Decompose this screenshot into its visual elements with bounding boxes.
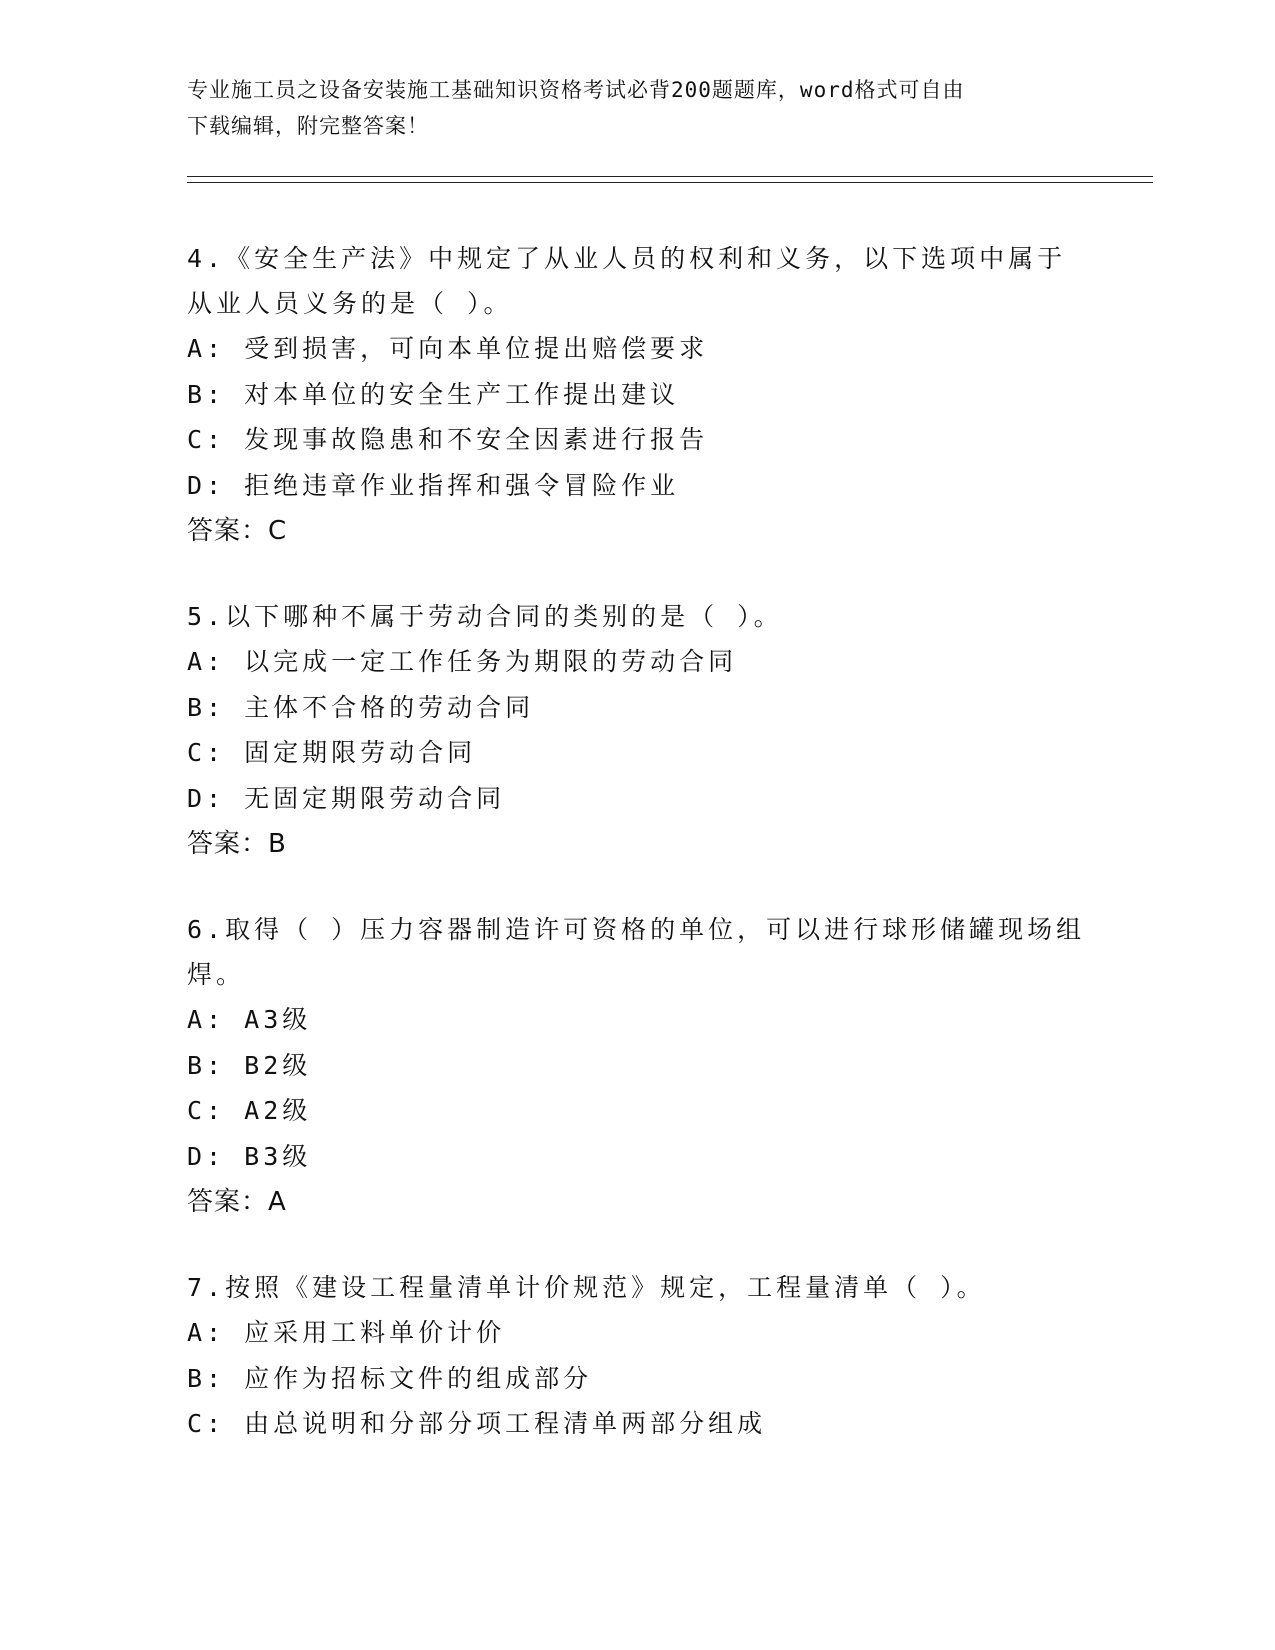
header-divider-bottom <box>187 182 1153 183</box>
question-stem-line: 7.按照《建设工程量清单计价规范》规定，工程量清单（ ）。 <box>187 1273 986 1302</box>
header-divider-top <box>187 176 1153 177</box>
option-d: D: 无固定期限劳动合同 <box>187 783 506 813</box>
answer-text: 答案：A <box>187 1187 287 1217</box>
option-a: A: 受到损害，可向本单位提出赔偿要求 <box>187 334 709 363</box>
option-d: D: B3级 <box>187 1141 312 1171</box>
option-b: B: 应作为招标文件的组成部分 <box>187 1363 593 1393</box>
question-6 <box>187 907 1087 1225</box>
option-a: A: 应采用工料单价计价 <box>187 1318 506 1347</box>
option-b: B: 主体不合格的劳动合同 <box>187 692 535 722</box>
header-line-2: 下载编辑，附完整答案！ <box>187 114 429 138</box>
option-c: C: A2级 <box>187 1096 312 1125</box>
option-d: D: 拒绝违章作业指挥和强令冒险作业 <box>187 470 680 500</box>
answer-text: 答案：C <box>187 516 288 546</box>
option-c: C: 固定期限劳动合同 <box>187 738 477 767</box>
question-stem-line: 4.《安全生产法》中规定了从业人员的权利和义务，以下选项中属于 <box>187 244 1067 273</box>
option-b: B: B2级 <box>187 1050 312 1080</box>
option-c: C: 发现事故隐患和不安全因素进行报告 <box>187 425 709 454</box>
question-stem-line: 从业人员义务的是（ ）。 <box>187 289 513 318</box>
document-header <box>187 72 1087 144</box>
question-4 <box>187 236 1087 554</box>
question-stem-line: 6.取得（ ）压力容器制造许可资格的单位，可以进行球形储罐现场组 <box>187 915 1086 944</box>
question-list <box>187 236 1087 1487</box>
question-stem-line: 5.以下哪种不属于劳动合同的类别的是（ ）。 <box>187 602 783 631</box>
answer-text: 答案：B <box>187 829 287 859</box>
option-a: A: A3级 <box>187 1005 312 1034</box>
option-c: C: 由总说明和分部分项工程清单两部分组成 <box>187 1409 767 1438</box>
header-line-1: 专业施工员之设备安装施工基础知识资格考试必背200题题库，word格式可自由 <box>187 78 965 102</box>
question-stem-line: 焊。 <box>187 960 246 989</box>
option-a: A: 以完成一定工作任务为期限的劳动合同 <box>187 647 738 676</box>
question-7 <box>187 1265 1087 1447</box>
question-5 <box>187 594 1087 867</box>
option-b: B: 对本单位的安全生产工作提出建议 <box>187 379 680 409</box>
